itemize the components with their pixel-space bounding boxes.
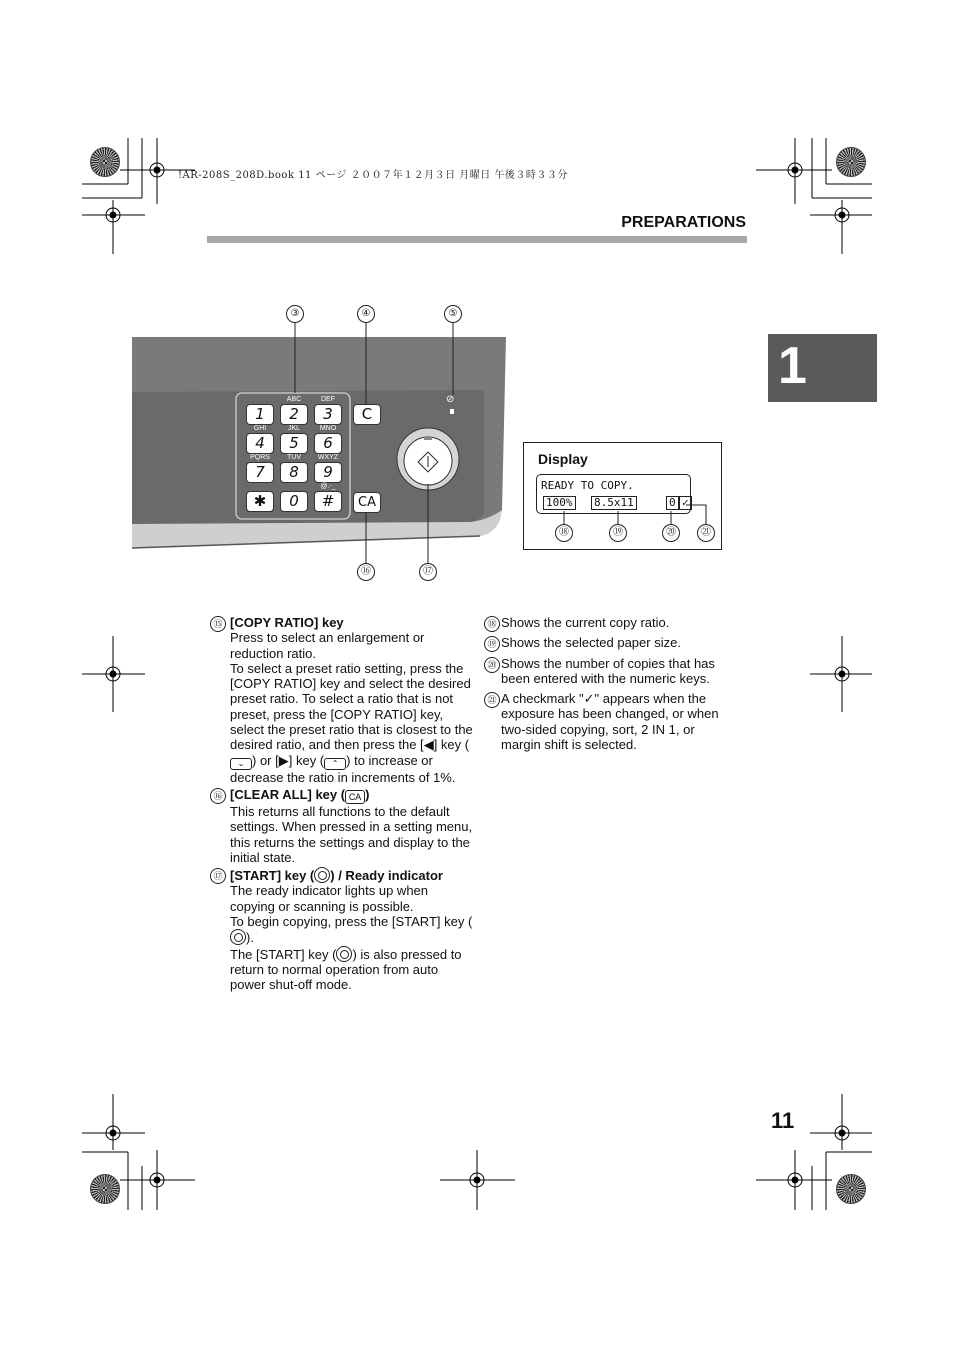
callout-17: ⑰ [419,563,437,581]
callout-19: ⑲ [609,524,627,542]
key-letters: TUV [287,454,301,461]
callout-16: ⑯ [357,563,375,581]
panel-body [0,0,954,600]
right-arrow-icon: ▶ [278,752,289,768]
item-text: Shows the selected paper size. [501,635,681,651]
item-clear-all [210,787,475,865]
key-hash[interactable]: # [314,491,342,512]
callout-5: ⑤ [444,305,462,323]
key-asterisk[interactable]: ✱ [246,491,274,512]
key-6[interactable]: 6 [314,433,342,454]
item-title: [COPY RATIO] key [230,615,344,630]
callout-20: ⑳ [662,524,680,542]
callout-18: ⑱ [555,524,573,542]
key-4[interactable]: 4 [246,433,274,454]
item-copies-display [484,656,734,687]
display-title: Display [538,451,588,467]
item-text: The [START] key ( ) is also pressed to return to normal operation from auto power shut-off mode. [230,946,462,993]
ready-indicator-icon: ⊘ [446,394,455,405]
item-text: This returns all functions to the default settings. When pressed in a setting menu, this returns the settings and display to the initial state. [230,803,473,865]
key-letters: PQRS [250,454,270,461]
item-text: Press to select an enlargement or reduction ratio. [230,630,425,661]
callout-4: ④ [357,305,375,323]
item-checkmark-display [484,691,734,752]
section-title: PREPARATIONS [621,214,746,231]
item-number: ㉑ [484,692,500,708]
item-start-key [210,867,475,992]
key-letters: ABC [286,396,302,403]
print-info: !AR-208S_208D.book 11 ページ ２００７年１２月３日 月曜日 午後３時３３分 [178,170,568,181]
key-9[interactable]: 9 [314,462,342,483]
callout-21: ㉑ [697,524,715,542]
item-paper-display [484,635,734,650]
clear-key[interactable]: C [353,404,381,425]
key-letters: @.-_ [320,483,336,490]
key-letters: MNO [319,425,337,432]
item-number: ⑲ [484,636,500,652]
start-key-icon [314,867,330,883]
left-description-column [210,615,475,993]
start-key-icon [336,946,352,962]
key-letters: DEF [321,396,335,403]
right-description-column [484,615,734,752]
item-number: ⑮ [210,616,226,632]
item-text: The ready indicator lights up when copying or scanning is possible. [230,883,429,914]
clear-all-key[interactable]: CA [353,492,381,513]
key-8[interactable]: 8 [280,462,308,483]
lcd-ratio: 100% [543,496,576,510]
item-number: ⑯ [210,788,226,804]
key-1[interactable]: 1 [246,404,274,425]
left-arrow-icon: ◀ [423,737,434,753]
key-0[interactable]: 0 [280,491,308,512]
lcd-message: READY TO COPY. [541,479,634,492]
key-letters: WXYZ [317,454,339,461]
chapter-number: 1 [778,337,807,395]
key-5[interactable]: 5 [280,433,308,454]
callout-3: ③ [286,305,304,323]
item-title: [START] key ( ) / Ready indicator [230,868,443,884]
up-key-icon: ⌃ [324,758,346,770]
item-copy-ratio [210,615,475,785]
checkmark-icon: ✓ [583,691,595,707]
down-key-icon: ⌄ [230,758,252,770]
key-2[interactable]: 2 [280,404,308,425]
item-ratio-display [484,615,734,630]
key-letters: GHI [253,425,267,432]
item-number: ⑳ [484,657,500,673]
display-illustration [523,442,722,550]
key-letters: JKL [287,425,301,432]
page-number: 11 [771,1108,795,1133]
item-title: [CLEAR ALL] key ( CA ) [230,786,370,802]
item-text: Shows the number of copies that has been entered with the numeric keys. [501,655,715,686]
clear-all-key-icon: CA [345,790,365,804]
item-number: ⑱ [484,616,500,632]
item-text: To begin copying, press the [START] key (). [230,914,473,946]
key-7[interactable]: 7 [246,462,274,483]
item-text: To select a preset ratio setting, press the [COPY RATIO] key and select the desired preset ratio. To select a ratio that is not preset, press the [COPY RATIO] key, select the preset ratio that is closest to the desired ratio, and then press the [◀] key (⌄ ) or [▶] key ( ⌃ ) to increase or decrease the ratio in increments of 1%. [230,660,473,785]
lcd-copies: 0 [666,496,679,510]
lcd-check: ✓ [679,496,692,510]
item-number: ⑰ [210,868,226,884]
lcd-paper-size: 8.5x11 [591,496,637,510]
item-text: Shows the current copy ratio. [501,615,670,630]
key-3[interactable]: 3 [314,404,342,425]
item-text: A checkmark "✓" appears when the exposure has been changed, or when two-sided copying, sort, 2 IN 1, or margin shift is selected. [501,691,719,753]
start-key-icon [230,929,246,945]
